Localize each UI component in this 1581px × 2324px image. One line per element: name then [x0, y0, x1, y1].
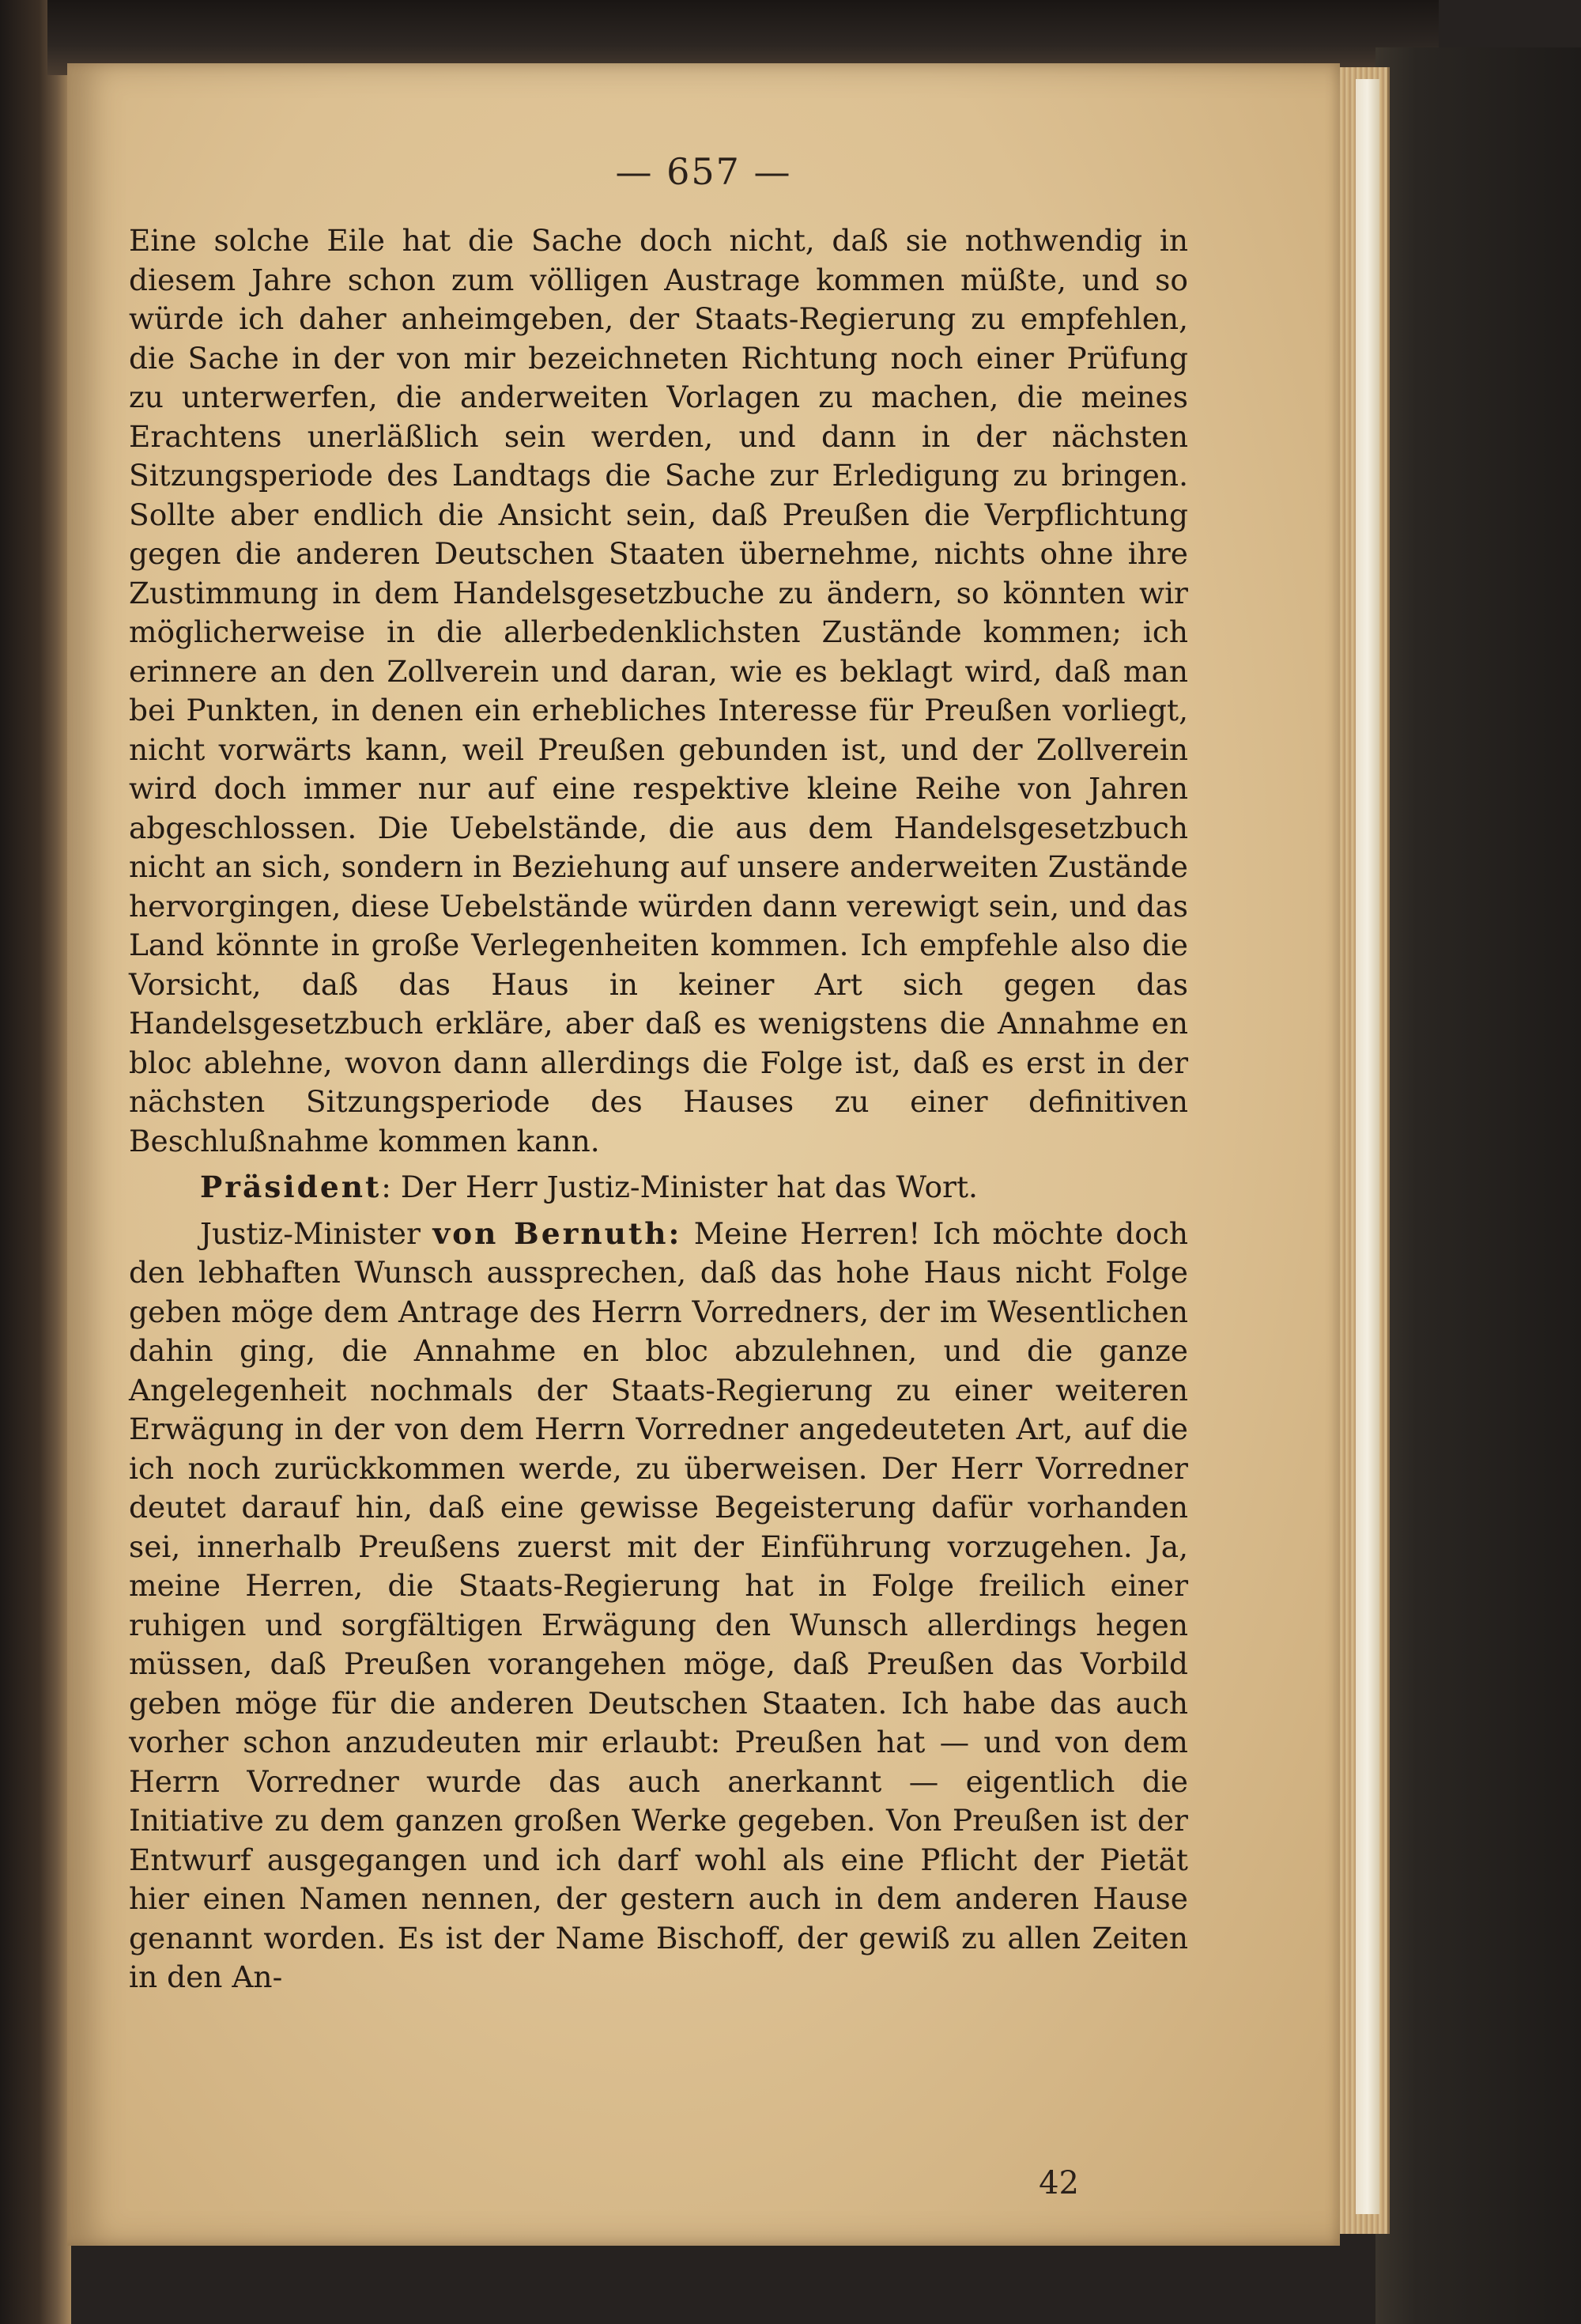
- book-cover-right: [1375, 47, 1581, 2324]
- book-page: [67, 63, 1340, 2246]
- page-edge-highlight: [1356, 79, 1379, 2214]
- body-text: [129, 221, 1188, 1997]
- speaker-name: Präsident: [200, 1170, 382, 1204]
- signature-mark: 42: [1039, 2165, 1079, 2201]
- paragraph-text: Eine solche Eile hat die Sache doch nicht, daß sie nothwendig in diesem Jahre schon zum völligen Austrage kommen müßte, und so würde ich daher anheimgeben, der Staats-Regierung zu empfehlen, die Sache in der von mir bezeichneten Richtung noch einer Prüfung zu unterwerfen, die anderweiten Vorlagen zu machen, die meines Erachtens unerläßlich sein werden, und dann in der nächsten Sitzungsperiode des Landtags die Sache zur Erledigung zu bringen. Sollte aber endlich die Ansicht sein, daß Preußen die Verpflichtung gegen die anderen Deutschen Staaten übernehme, nichts ohne ihre Zustimmung in dem Handelsgesetzbuche zu ändern, so könnten wir möglicherweise in die allerbedenklichsten Zustände kommen; ich erinnere an den Zollverein und daran, wie es beklagt wird, daß man bei Punkten, in denen ein erhebliches Interesse für Preußen vorliegt, nicht vorwärts kann, weil Preußen gebunden ist, und der Zollverein wird doch immer nur auf eine respektive kleine Reihe von Jahren abgeschlossen. Die Uebelstände, die aus dem Handelsgesetzbuch nicht an sich, sondern in Beziehung auf unsere anderweiten Zustände hervorgingen, diese Uebelstände würden dann verewigt sein, und das Land könnte in große Verlegenheiten kommen. Ich empfehle also die Vorsicht, daß das Haus in keiner Art sich gegen das Handelsgesetzbuch erkläre, aber daß es wenigstens die Annahme en bloc ablehne, wovon dann allerdings die Folge ist, daß es erst in der nächsten Sitzungsperiode des Hauses zu einer definitiven Beschlußnahme kommen kann.: [129, 223, 1188, 1158]
- paragraph-text: Meine Herren! Ich möchte doch den lebhaften Wunsch aussprechen, daß das hohe Haus nicht Folge geben möge dem Antrage des Herrn Vorredners, der im Wesentlichen dahin ging, die Annahme en bloc abzulehnen, und die ganze Angelegenheit nochmals der Staats-Regierung zu einer weiteren Erwägung in der von dem Herrn Vorredner angedeuteten Art, auf die ich noch zurückkommen werde, zu überweisen. Der Herr Vorredner deutet darauf hin, daß eine gewisse Begeisterung dafür vorhanden sei, innerhalb Preußens zuerst mit der Einführung vorzugehen. Ja, meine Herren, die Staats-Regierung hat in Folge freilich einer ruhigen und sorgfältigen Erwägung den Wunsch allerdings hegen müssen, daß Preußen vorangehen möge, daß Preußen das Vorbild geben möge für die anderen Deutschen Staaten. Ich habe das auch vorher schon anzudeuten mir erlaubt: Preußen hat — und von dem Herrn Vorredner wurde das auch anerkannt — eigentlich die Initiative zu dem ganzen großen Werke gegeben. Von Preußen ist der Entwurf ausgegangen und ich darf wohl als eine Pflicht der Pietät hier einen Namen nennen, der gestern auch in dem anderen Hause genannt worden. Es ist der Name Bischoff, der gewiß zu allen Zeiten in den An-: [129, 1215, 1189, 1994]
- speaker-name: von Bernuth:: [432, 1215, 682, 1251]
- speaker-title: Justiz-Minister: [200, 1215, 433, 1251]
- page-number-header: — 657 —: [615, 150, 792, 193]
- book-spine-edge: [0, 0, 71, 2324]
- paragraph-president: [129, 1168, 1188, 1207]
- paragraph-justice-minister: [129, 1215, 1188, 1997]
- speaker-colon: :: [381, 1170, 391, 1204]
- paragraph-continuation: [129, 221, 1188, 1161]
- paragraph-text: Der Herr Justiz-Minister hat das Wort.: [391, 1170, 978, 1204]
